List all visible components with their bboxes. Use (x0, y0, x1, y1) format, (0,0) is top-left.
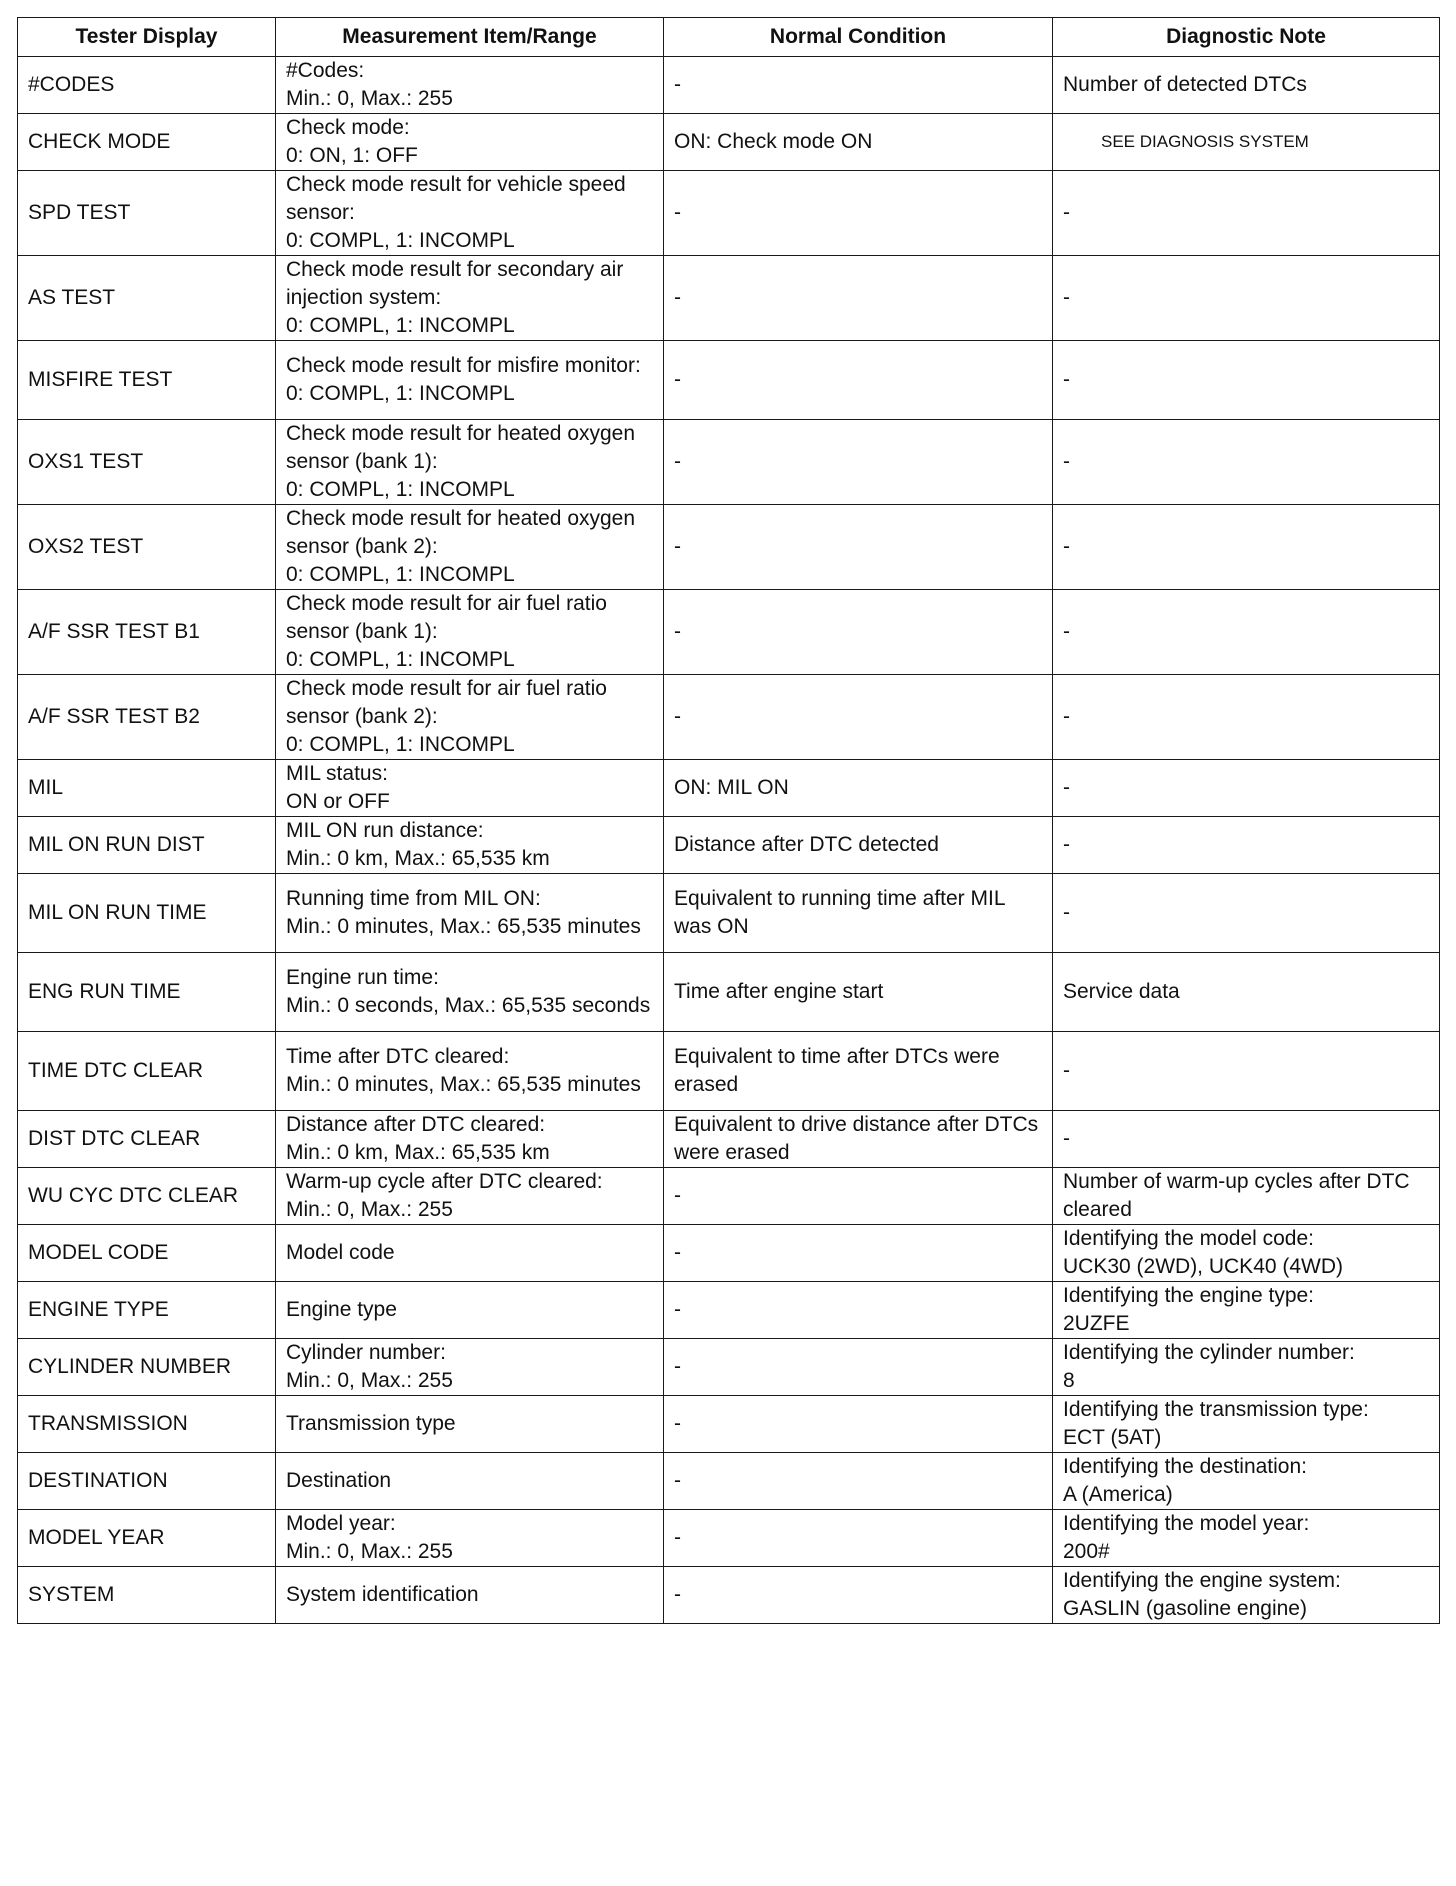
diagnostic-note-cell: Identifying the cylinder number: 8 (1053, 1339, 1440, 1396)
table-row (18, 1032, 1440, 1111)
diagnostic-note-cell: - (1053, 420, 1440, 505)
table-row (18, 675, 1440, 760)
diagnostic-note-cell: - (1053, 341, 1440, 420)
table-row (18, 1225, 1440, 1282)
measurement-item-cell: Model year: Min.: 0, Max.: 255 (276, 1510, 664, 1567)
tester-display-cell: DESTINATION (18, 1453, 276, 1510)
table-row (18, 1111, 1440, 1168)
diagnostic-note-cell: - (1053, 1111, 1440, 1168)
measurement-item-cell: Destination (276, 1453, 664, 1510)
diagnostic-note-cell: Service data (1053, 953, 1440, 1032)
normal-condition-cell: - (664, 1225, 1053, 1282)
diagnostic-note-cell: - (1053, 1032, 1440, 1111)
table-row (18, 1282, 1440, 1339)
measurement-item-cell: Distance after DTC cleared: Min.: 0 km, Max.: 65,535 km (276, 1111, 664, 1168)
diagnostic-note-cell: Identifying the destination: A (America) (1053, 1453, 1440, 1510)
tester-display-cell: MODEL YEAR (18, 1510, 276, 1567)
diagnostic-note-cell: Number of warm-up cycles after DTC cleared (1053, 1168, 1440, 1225)
measurement-item-cell: MIL status: ON or OFF (276, 760, 664, 817)
tester-display-cell: WU CYC DTC CLEAR (18, 1168, 276, 1225)
header-measurement-item: Measurement Item/Range (276, 18, 664, 57)
tester-display-cell: ENG RUN TIME (18, 953, 276, 1032)
measurement-item-cell: Check mode result for air fuel ratio sensor (bank 1): 0: COMPL, 1: INCOMPL (276, 590, 664, 675)
measurement-item-cell: Warm-up cycle after DTC cleared: Min.: 0, Max.: 255 (276, 1168, 664, 1225)
diagnostic-note-cell: - (1053, 256, 1440, 341)
normal-condition-cell: Distance after DTC detected (664, 817, 1053, 874)
diagnostic-note-cell: - (1053, 590, 1440, 675)
normal-condition-cell: - (664, 1282, 1053, 1339)
diagnostic-note-cell: - (1053, 817, 1440, 874)
table-row (18, 1168, 1440, 1225)
table-row (18, 1453, 1440, 1510)
tester-display-cell: MIL (18, 760, 276, 817)
normal-condition-cell: - (664, 420, 1053, 505)
normal-condition-cell: Equivalent to drive distance after DTCs were erased (664, 1111, 1053, 1168)
measurement-item-cell: System identification (276, 1567, 664, 1624)
normal-condition-cell: ON: MIL ON (664, 760, 1053, 817)
diagnostic-note-cell: Identifying the transmission type: ECT (5AT) (1053, 1396, 1440, 1453)
table-row (18, 171, 1440, 256)
tester-display-cell: MIL ON RUN DIST (18, 817, 276, 874)
tester-display-cell: OXS1 TEST (18, 420, 276, 505)
measurement-item-cell: Check mode result for vehicle speed sensor: 0: COMPL, 1: INCOMPL (276, 171, 664, 256)
tester-display-cell: AS TEST (18, 256, 276, 341)
table-row (18, 420, 1440, 505)
normal-condition-cell: - (664, 590, 1053, 675)
normal-condition-cell: Time after engine start (664, 953, 1053, 1032)
header-row (18, 18, 1440, 57)
table-row (18, 1567, 1440, 1624)
table-row (18, 817, 1440, 874)
measurement-item-cell: Check mode result for misfire monitor: 0: COMPL, 1: INCOMPL (276, 341, 664, 420)
measurement-item-cell: Time after DTC cleared: Min.: 0 minutes, Max.: 65,535 minutes (276, 1032, 664, 1111)
tester-display-cell: MIL ON RUN TIME (18, 874, 276, 953)
measurement-item-cell: Check mode: 0: ON, 1: OFF (276, 114, 664, 171)
normal-condition-cell: - (664, 1567, 1053, 1624)
table-row (18, 114, 1440, 171)
diagnostic-note-cell: Identifying the engine system: GASLIN (gasoline engine) (1053, 1567, 1440, 1624)
table-row (18, 590, 1440, 675)
normal-condition-cell: - (664, 1339, 1053, 1396)
tester-display-cell: ENGINE TYPE (18, 1282, 276, 1339)
tester-display-cell: TRANSMISSION (18, 1396, 276, 1453)
measurement-item-cell: Running time from MIL ON: Min.: 0 minutes, Max.: 65,535 minutes (276, 874, 664, 953)
measurement-item-cell: #Codes: Min.: 0, Max.: 255 (276, 57, 664, 114)
tester-display-cell: CYLINDER NUMBER (18, 1339, 276, 1396)
normal-condition-cell: - (664, 1510, 1053, 1567)
measurement-item-cell: Model code (276, 1225, 664, 1282)
diagnostic-note-cell: - (1053, 874, 1440, 953)
normal-condition-cell: - (664, 1453, 1053, 1510)
table-row (18, 505, 1440, 590)
measurement-item-cell: Check mode result for heated oxygen sensor (bank 1): 0: COMPL, 1: INCOMPL (276, 420, 664, 505)
normal-condition-cell: - (664, 505, 1053, 590)
table-row (18, 760, 1440, 817)
tester-data-table (17, 17, 1440, 1624)
measurement-item-cell: Engine run time: Min.: 0 seconds, Max.: 65,535 seconds (276, 953, 664, 1032)
measurement-item-cell: Check mode result for secondary air injection system: 0: COMPL, 1: INCOMPL (276, 256, 664, 341)
normal-condition-cell: - (664, 57, 1053, 114)
tester-display-cell: TIME DTC CLEAR (18, 1032, 276, 1111)
normal-condition-cell: - (664, 256, 1053, 341)
tester-display-cell: SYSTEM (18, 1567, 276, 1624)
header-diagnostic-note: Diagnostic Note (1053, 18, 1440, 57)
tester-display-cell: MODEL CODE (18, 1225, 276, 1282)
data-list-sheet (17, 17, 1439, 1624)
measurement-item-cell: MIL ON run distance: Min.: 0 km, Max.: 65,535 km (276, 817, 664, 874)
tester-display-cell: DIST DTC CLEAR (18, 1111, 276, 1168)
tester-display-cell: #CODES (18, 57, 276, 114)
table-row (18, 953, 1440, 1032)
diagnostic-note-cell: - (1053, 675, 1440, 760)
normal-condition-cell: - (664, 1168, 1053, 1225)
diagnostic-note-cell: Number of detected DTCs (1053, 57, 1440, 114)
table-row (18, 256, 1440, 341)
table-row (18, 57, 1440, 114)
diagnostic-note-cell: SEE DIAGNOSIS SYSTEM (1053, 114, 1440, 171)
table-row (18, 341, 1440, 420)
diagnostic-note-cell: Identifying the model code: UCK30 (2WD), UCK40 (4WD) (1053, 1225, 1440, 1282)
diagnostic-note-cell: - (1053, 760, 1440, 817)
measurement-item-cell: Check mode result for heated oxygen sensor (bank 2): 0: COMPL, 1: INCOMPL (276, 505, 664, 590)
normal-condition-cell: Equivalent to time after DTCs were erased (664, 1032, 1053, 1111)
normal-condition-cell: ON: Check mode ON (664, 114, 1053, 171)
tester-display-cell: OXS2 TEST (18, 505, 276, 590)
tester-display-cell: A/F SSR TEST B2 (18, 675, 276, 760)
measurement-item-cell: Transmission type (276, 1396, 664, 1453)
table-row (18, 1396, 1440, 1453)
tester-display-cell: MISFIRE TEST (18, 341, 276, 420)
tester-display-cell: A/F SSR TEST B1 (18, 590, 276, 675)
normal-condition-cell: - (664, 675, 1053, 760)
table-row (18, 1510, 1440, 1567)
table-row (18, 1339, 1440, 1396)
measurement-item-cell: Engine type (276, 1282, 664, 1339)
diagnostic-note-cell: Identifying the engine type: 2UZFE (1053, 1282, 1440, 1339)
header-normal-condition: Normal Condition (664, 18, 1053, 57)
normal-condition-cell: - (664, 341, 1053, 420)
diagnostic-note-cell: - (1053, 171, 1440, 256)
tester-display-cell: SPD TEST (18, 171, 276, 256)
normal-condition-cell: - (664, 1396, 1053, 1453)
table-body (18, 57, 1440, 1624)
tester-display-cell: CHECK MODE (18, 114, 276, 171)
normal-condition-cell: - (664, 171, 1053, 256)
table-row (18, 874, 1440, 953)
diagnostic-note-cell: - (1053, 505, 1440, 590)
normal-condition-cell: Equivalent to running time after MIL was ON (664, 874, 1053, 953)
measurement-item-cell: Check mode result for air fuel ratio sensor (bank 2): 0: COMPL, 1: INCOMPL (276, 675, 664, 760)
diagnostic-note-cell: Identifying the model year: 200# (1053, 1510, 1440, 1567)
measurement-item-cell: Cylinder number: Min.: 0, Max.: 255 (276, 1339, 664, 1396)
header-tester-display: Tester Display (18, 18, 276, 57)
